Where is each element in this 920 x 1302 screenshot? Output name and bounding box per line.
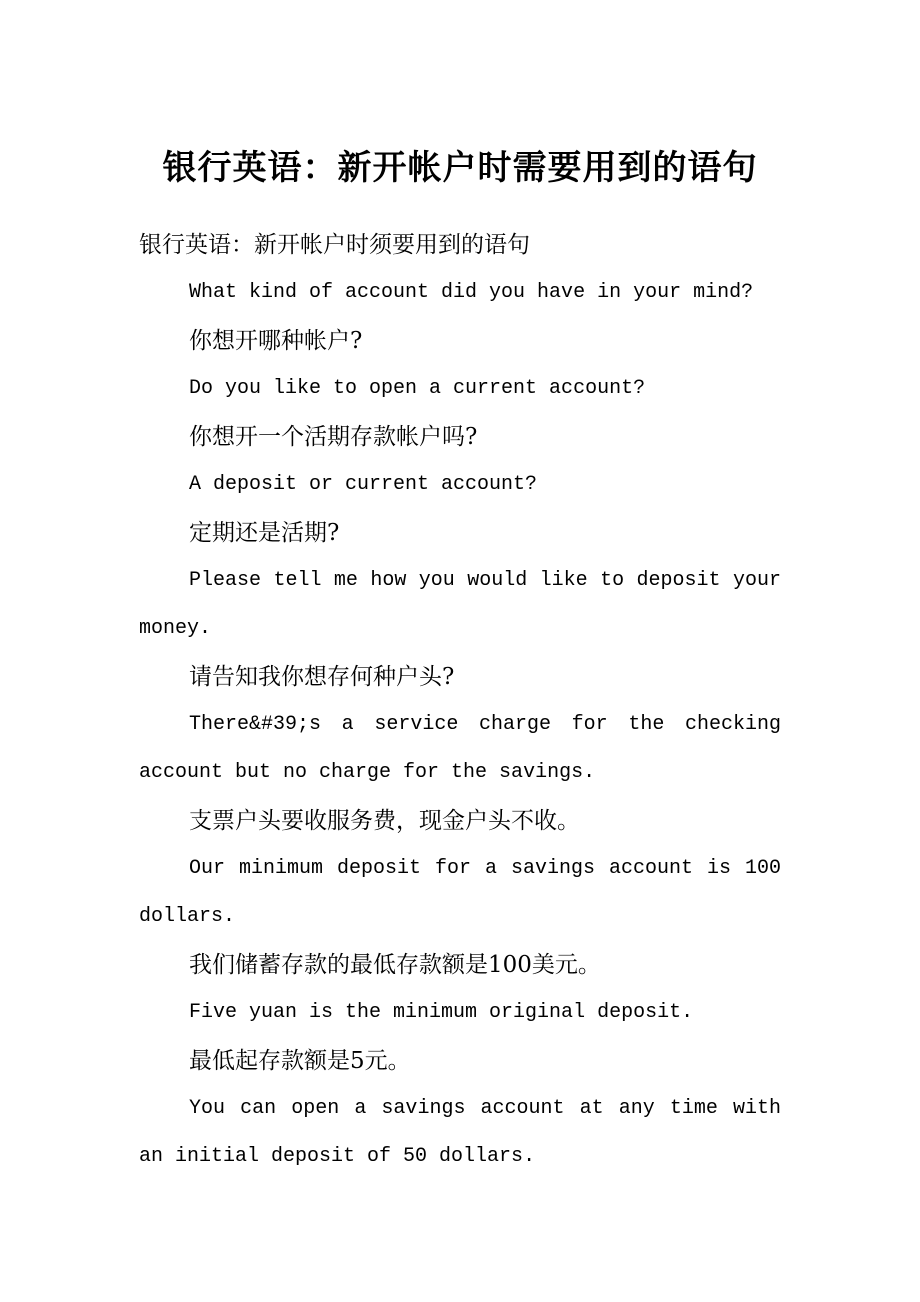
english-sentence: A deposit or current account? — [189, 473, 538, 496]
chinese-translation: 你想开一个活期存款帐户吗? — [189, 424, 478, 450]
english-sentence: You can open a savings account at any time with an initial deposit of 50 dollars. — [139, 1097, 781, 1168]
chinese-translation: 请告知我你想存何种户头? — [189, 664, 455, 690]
chinese-translation: 你想开哪种帐户? — [189, 328, 363, 354]
chinese-translation: 支票户头要收服务费，现金户头不收。 — [189, 808, 580, 834]
english-sentence: Five yuan is the minimum original deposit. — [189, 1001, 694, 1024]
document-body — [139, 221, 781, 1181]
english-sentence: Do you like to open a current account? — [189, 377, 646, 400]
chinese-translation: 我们储蓄存款的最低存款额是100美元。 — [189, 952, 601, 978]
subtitle-paragraph: 银行英语：新开帐户时须要用到的语句 — [139, 232, 530, 258]
english-sentence: What kind of account did you have in your mind? — [189, 281, 754, 304]
chinese-translation: 最低起存款额是5元。 — [189, 1048, 411, 1074]
english-sentence: There&#39;s a service charge for the checking account but no charge for the savings. — [139, 713, 781, 784]
english-sentence: Please tell me how you would like to deposit your money. — [139, 569, 781, 640]
chinese-translation: 定期还是活期? — [189, 520, 340, 546]
document-title: 银行英语：新开帐户时需要用到的语句 — [162, 148, 758, 188]
english-sentence: Our minimum deposit for a savings account is 100 dollars. — [139, 857, 781, 928]
